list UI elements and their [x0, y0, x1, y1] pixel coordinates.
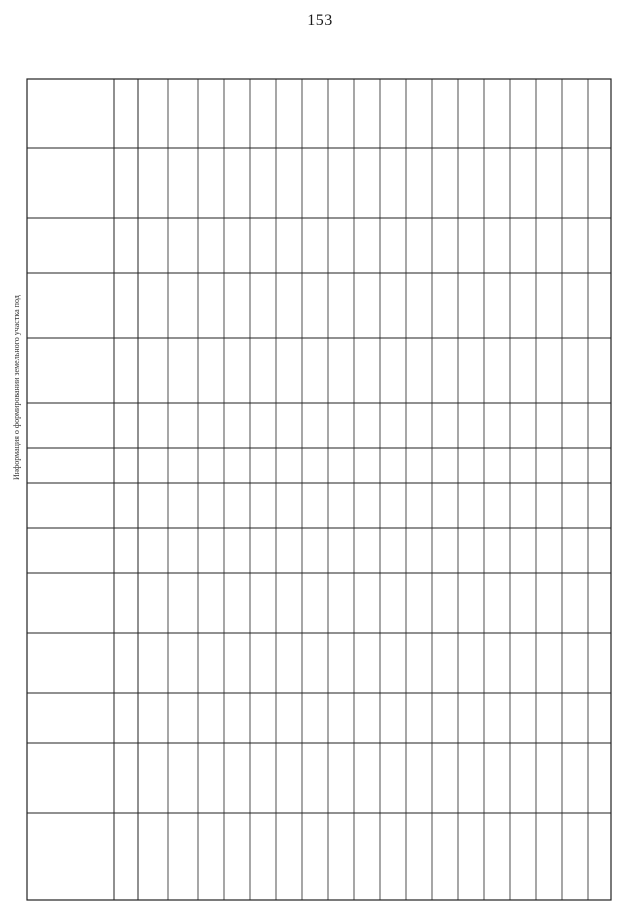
page-number: 153	[307, 12, 333, 29]
rotated-table-caption	[12, 295, 21, 480]
scanned-table	[26, 78, 612, 901]
table-grid	[26, 78, 612, 901]
table-title-part-1: Информация о формировании земельного участка под	[12, 295, 21, 480]
